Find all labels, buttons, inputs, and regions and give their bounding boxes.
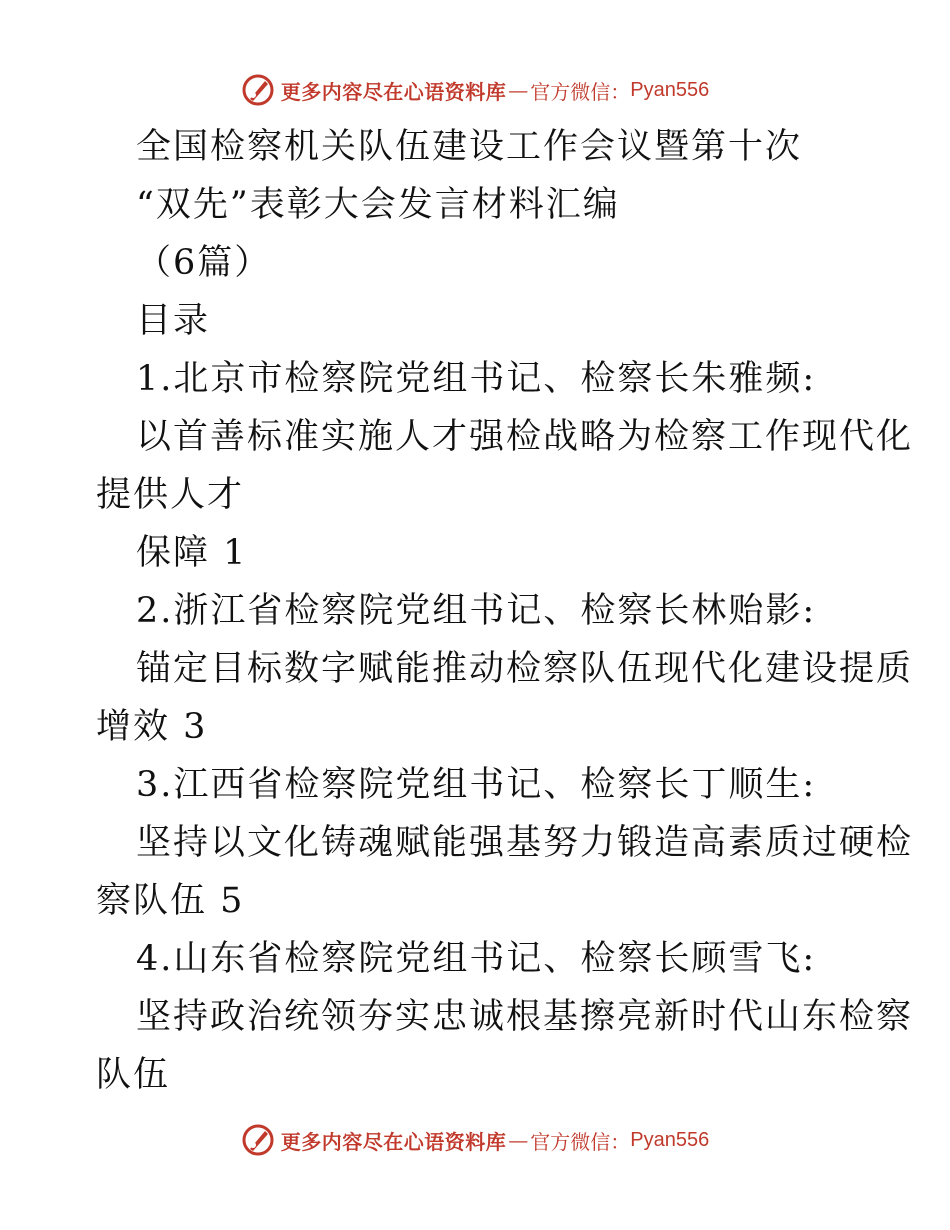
toc-entry-3-speaker: 3.江西省检察院党组书记、检察长丁顺生: [136, 765, 817, 805]
watermark-dash: — [508, 1128, 529, 1152]
watermark-wechat-label: 官方微信： [530, 1129, 631, 1154]
toc-entry-4-title: 坚持政治统领夯实忠诚根基擦亮新时代山东检察 [136, 997, 914, 1037]
toc-heading: 目录 [136, 301, 211, 341]
quill-logo-icon [241, 1123, 275, 1157]
footer-watermark [0, 1120, 950, 1160]
toc-entry-4-title-cont: 队伍 [96, 1055, 171, 1095]
doc-title-line-1: 全国检察机关队伍建设工作会议暨第十次 [136, 127, 803, 167]
doc-title-count: （6篇） [136, 243, 272, 283]
header-watermark [0, 70, 950, 110]
toc-entry-3-title: 坚持以文化铸魂赋能强基努力锻造高素质过硬检 [136, 823, 914, 863]
toc-entry-3-title-cont: 察队伍 5 [96, 881, 245, 921]
watermark-slogan: 更多内容尽在心语资料库 [280, 79, 507, 104]
toc-entry-1-title-end: 保障 1 [136, 533, 248, 573]
watermark-wechat-label: 官方微信： [530, 79, 631, 104]
toc-entry-1-speaker: 1.北京市检察院党组书记、检察长朱雅频: [136, 359, 817, 399]
watermark-dash: — [508, 78, 529, 102]
watermark-wechat-id: Pyan556 [630, 1128, 710, 1151]
toc-entry-2-title: 锚定目标数字赋能推动检察队伍现代化建设提质 [136, 649, 914, 689]
toc-entry-2-title-cont: 增效 3 [96, 707, 208, 747]
toc-entry-1-title-cont: 提供人才 [96, 475, 245, 515]
watermark-slogan: 更多内容尽在心语资料库 [280, 1129, 507, 1154]
watermark-wechat-id: Pyan556 [630, 78, 710, 101]
document-body [96, 118, 914, 1104]
toc-entry-1-title: 以首善标准实施人才强检战略为检察工作现代化 [136, 417, 914, 457]
doc-title-line-2: “双先”表彰大会发言材料汇编 [136, 185, 620, 225]
toc-entry-2-speaker: 2.浙江省检察院党组书记、检察长林贻影: [136, 591, 817, 631]
quill-logo-icon [241, 73, 275, 107]
toc-entry-4-speaker: 4.山东省检察院党组书记、检察长顾雪飞: [136, 939, 817, 979]
